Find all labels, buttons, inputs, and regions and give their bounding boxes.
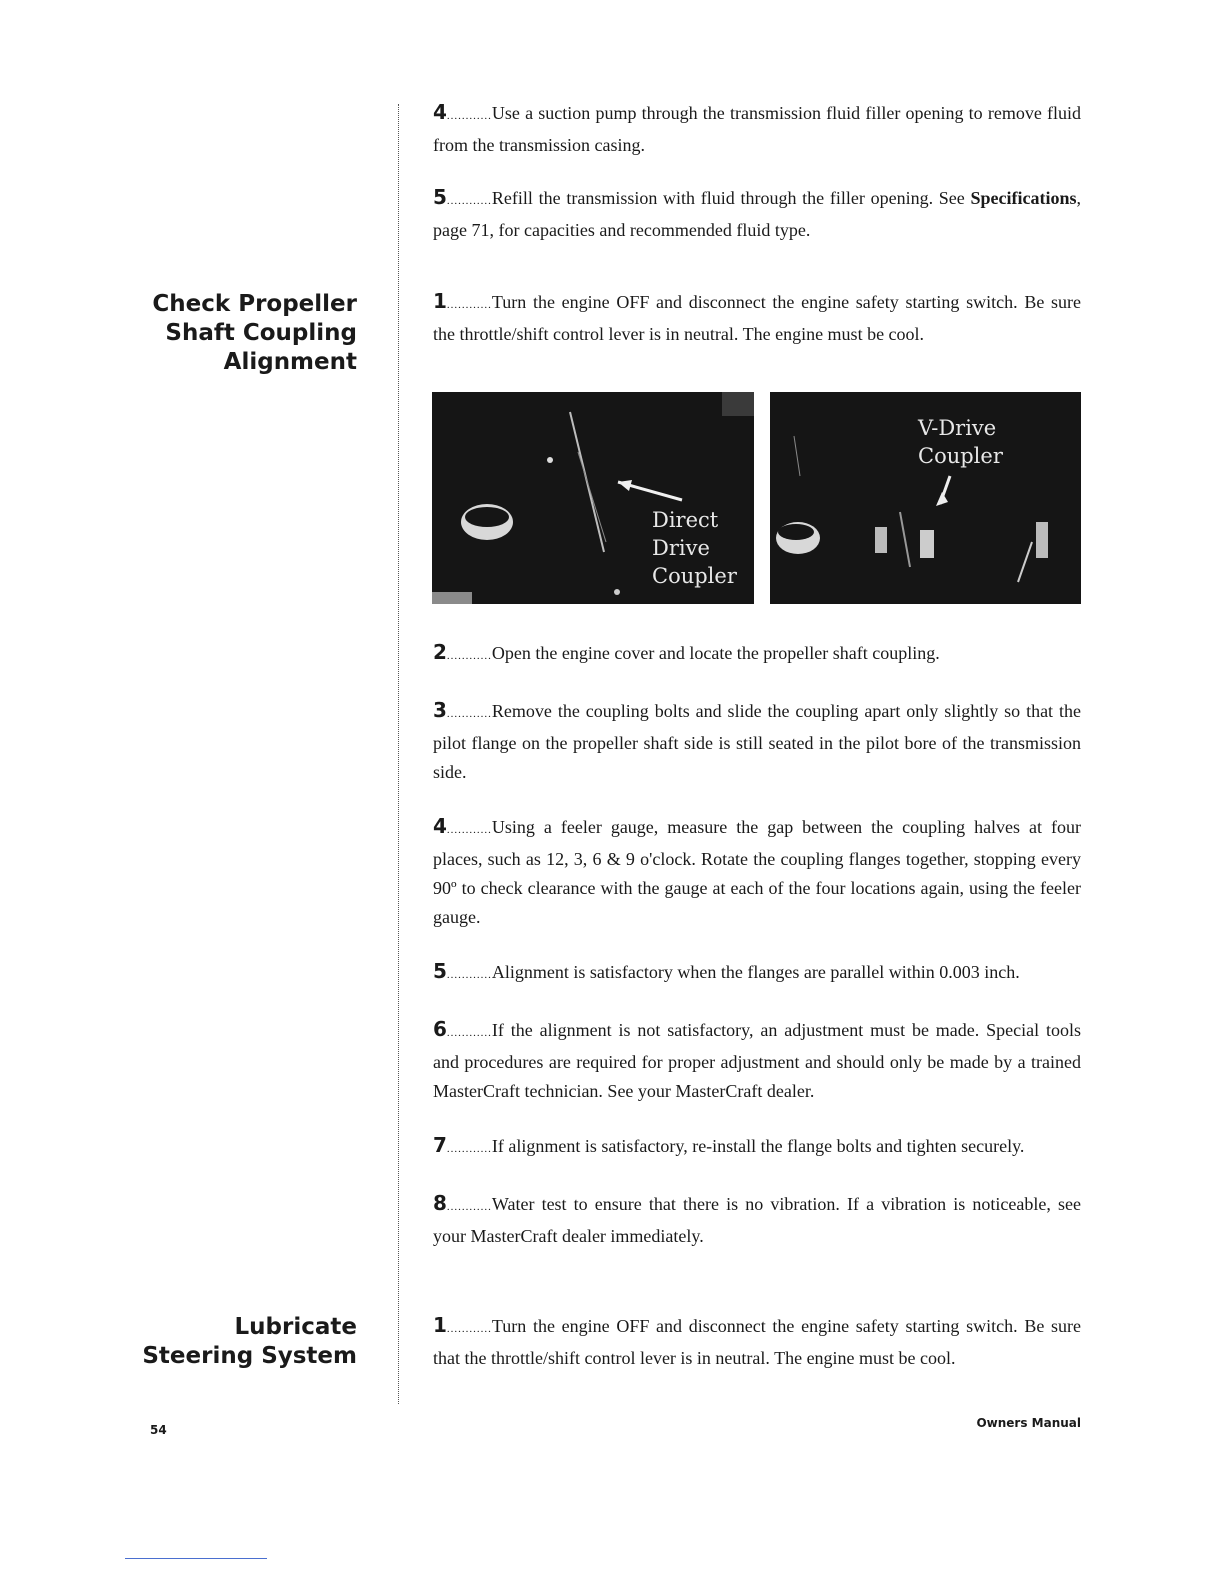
page-number: 54 — [150, 1423, 167, 1437]
step-item: 4............Using a feeler gauge, measure the gap between the coupling halves at four places, such as 12, 3, 6 & 9 o'clock. Rotate the coupling flanges together, stopping every 90º to check clearance with the gauge at each of the four locations again, using the feeler gauge. — [433, 814, 1081, 927]
alignment-step-1 — [433, 287, 1081, 349]
photo-caption: V-Drive Coupler — [918, 416, 1003, 468]
v-drive-coupler-photo — [770, 392, 1081, 604]
section-heading-lubricate-steering — [142, 1313, 357, 1371]
intro-steps — [433, 98, 1081, 245]
step-item: 8............Water test to ensure that there is no vibration. If a vibration is noticeable, see your MasterCraft dealer immediately. — [433, 1191, 1081, 1246]
section-heading-propeller-alignment — [152, 290, 357, 377]
bottom-rule — [125, 1558, 267, 1559]
column-divider — [398, 104, 399, 1404]
heading-line: Alignment — [223, 349, 357, 375]
step-item: 1............Turn the engine OFF and disconnect the engine safety starting switch. Be sure the throttle/shift control lever is in neutral. The engine must be cool. — [433, 289, 1081, 344]
heading-line: Steering System — [142, 1343, 357, 1369]
specifications-reference: Specifications — [970, 188, 1077, 208]
heading-line: Check Propeller — [152, 291, 357, 317]
step-item: 5............Refill the transmission with fluid through the filler opening. See Specifications, page 71, for capacities and recommended fluid type. — [433, 185, 1081, 240]
step-item: 7............If alignment is satisfactory, re-install the flange bolts and tighten securely. — [433, 1133, 1025, 1157]
photo-caption: Direct Drive Coupler — [652, 508, 737, 588]
step-item: 4............Use a suction pump through the transmission fluid filler opening to remove fluid from the transmission casing. — [433, 100, 1081, 155]
heading-line: Shaft Coupling — [165, 320, 357, 346]
heading-line: Lubricate — [234, 1314, 357, 1340]
alignment-steps — [433, 638, 1081, 1251]
footer-title: Owners Manual — [976, 1416, 1081, 1430]
step-item: 2............Open the engine cover and locate the propeller shaft coupling. — [433, 640, 940, 664]
step-item: 6............If the alignment is not satisfactory, an adjustment must be made. Special tools and procedures are required for proper adjustment and should only be made by a trained MasterCraft technician. See your MasterCraft dealer. — [433, 1017, 1081, 1101]
lubricate-steps — [433, 1311, 1081, 1373]
direct-drive-coupler-photo — [432, 392, 754, 604]
step-item: 3............Remove the coupling bolts and slide the coupling apart only slightly so that the pilot flange on the propeller shaft side is still seated in the pilot bore of the transmission side. — [433, 698, 1081, 782]
step-item: 5............Alignment is satisfactory when the flanges are parallel within 0.003 inch. — [433, 959, 1020, 983]
step-item: 1............Turn the engine OFF and disconnect the engine safety starting switch. Be sure that the throttle/shift control lever is in neutral. The engine must be cool. — [433, 1313, 1081, 1368]
